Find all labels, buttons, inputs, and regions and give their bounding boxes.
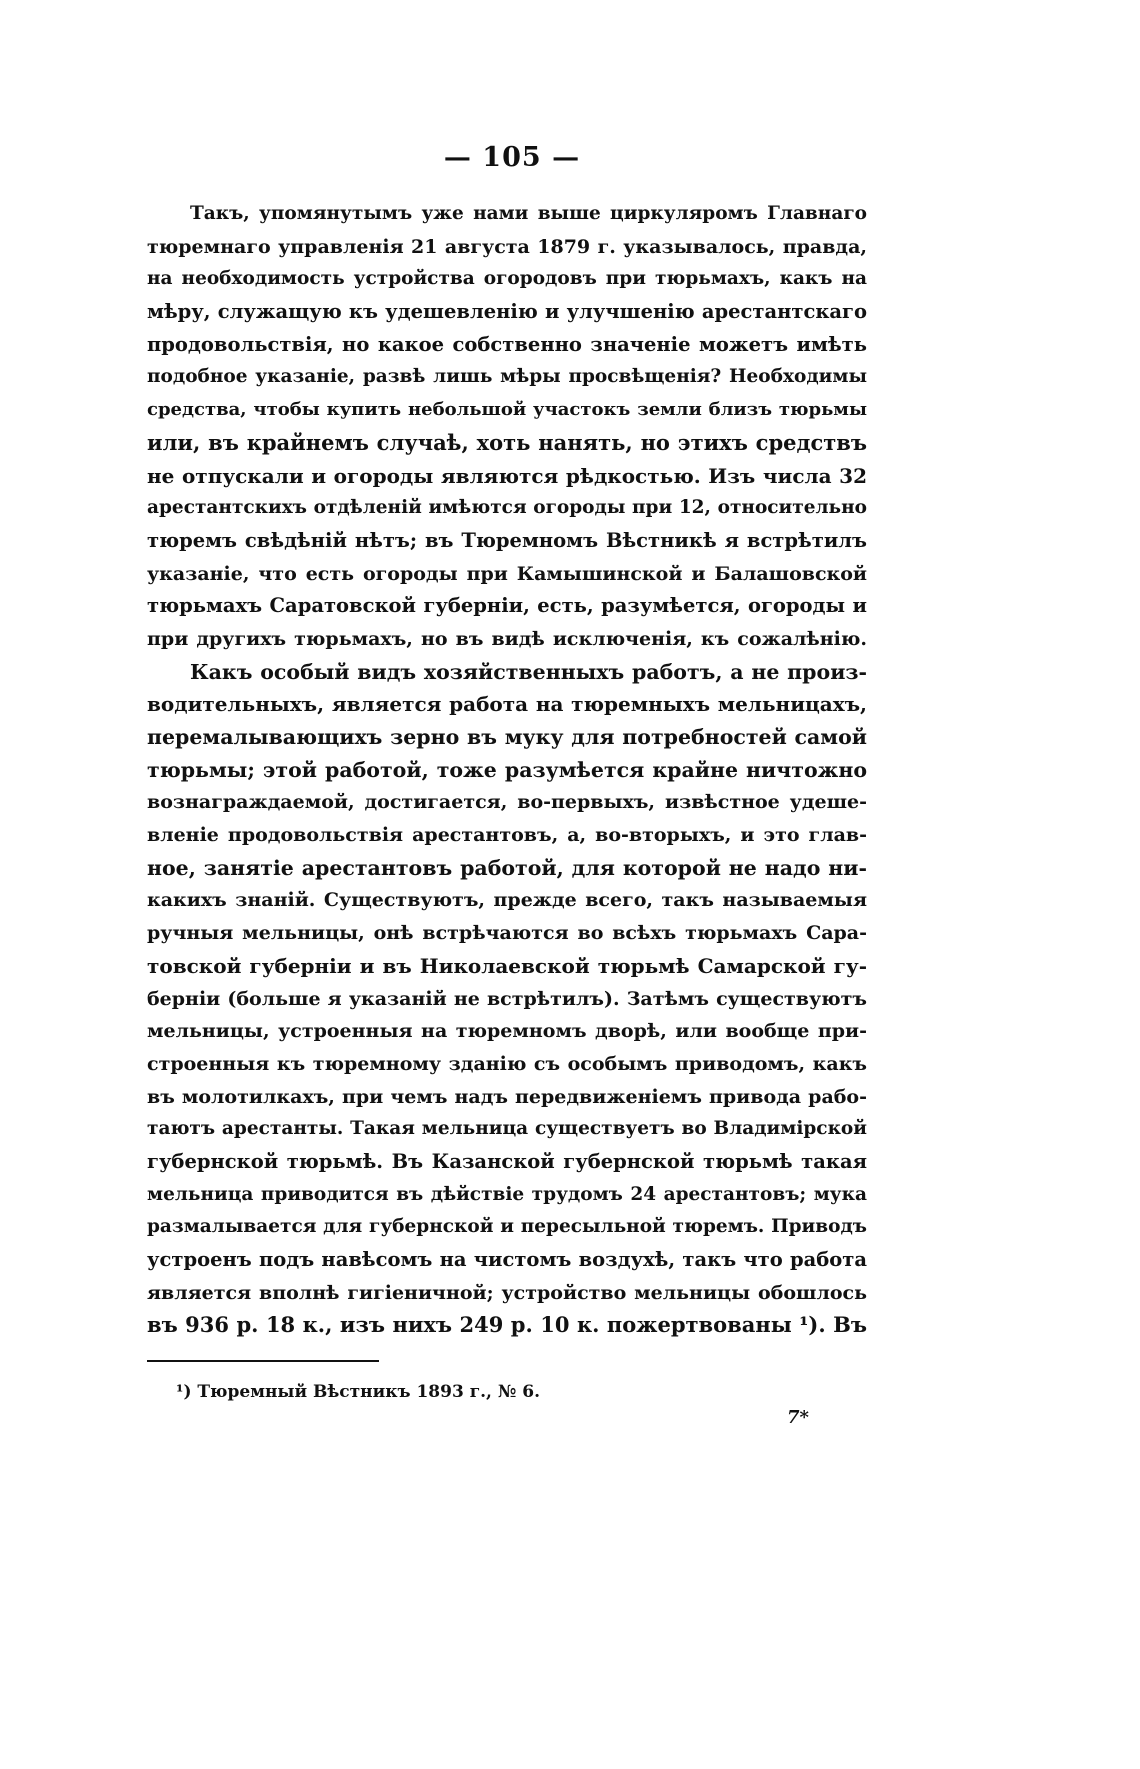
text-line: является вполнѣ гигіеничной; устройство мельницы обошлось (147, 1281, 867, 1304)
text-line: тюремнаго управленія 21 августа 1879 г. указывалось, правда, (147, 235, 867, 258)
text-line: размалывается для губернской и пересыльной тюремъ. Приводъ (147, 1216, 867, 1238)
text-line: губернской тюрьмѣ. Въ Казанской губернской тюрьмѣ такая (147, 1149, 867, 1173)
text-line: не отпускали и огороды являются рѣдкостью. Изъ числа 32 (147, 463, 867, 488)
text-line: мѣру, служащую къ удешевленію и улучшенію арестантскаго (147, 300, 867, 324)
text-line: товской губерніи и въ Николаевской тюрьмѣ Самарской гу- (147, 953, 867, 978)
text-line: какихъ знаній. Существуютъ, прежде всего, такъ называемыя (147, 889, 867, 912)
text-line: продовольствія, но какое собственно значеніе можетъ имѣть (147, 332, 867, 356)
page-number: — 105 — (443, 142, 581, 173)
text-line: на необходимость устройства огородовъ при тюрьмахъ, какъ на (147, 268, 867, 290)
text-line: тюремъ свѣдѣній нѣтъ; въ Тюремномъ Вѣстникѣ я встрѣтилъ (147, 528, 867, 552)
text-line: водительныхъ, является работа на тюремныхъ мельницахъ, (147, 692, 867, 717)
footnote-divider (147, 1360, 379, 1362)
text-line: или, въ крайнемъ случаѣ, хоть нанять, но этихъ средствъ (147, 429, 867, 455)
text-line: мельницы, устроенныя на тюремномъ дворѣ, или вообще при- (147, 1020, 867, 1043)
text-line: Какъ особый видъ хозяйственныхъ работъ, а не произ- (190, 659, 867, 684)
text-line: при другихъ тюрьмахъ, но въ видѣ исключенія, къ сожалѣнію. (147, 627, 867, 650)
text-line: тюрьмахъ Саратовской губерніи, есть, разумѣется, огороды и (147, 594, 867, 618)
text-line: мельница приводится въ дѣйствіе трудомъ 24 арестантовъ; мука (147, 1183, 867, 1205)
text-line: таютъ арестанты. Такая мельница существуетъ во Владимірской (147, 1118, 867, 1140)
text-line: ручныя мельницы, онѣ встрѣчаются во всѣхъ тюрьмахъ Сара- (147, 922, 867, 945)
footnote: ¹) Тюремный Вѣстникъ 1893 г., № 6. (176, 1382, 541, 1402)
text-line: берніи (больше я указаній не встрѣтилъ). Затѣмъ существуютъ (147, 987, 867, 1010)
text-line: вленіе продовольствія арестантовъ, а, во-вторыхъ, и это глав- (147, 824, 867, 847)
text-line: арестантскихъ отдѣленій имѣются огороды при 12, относительно (147, 497, 867, 519)
text-line: Такъ, упомянутымъ уже нами выше циркуляромъ Главнаго (190, 203, 867, 224)
text-line: устроенъ подъ навѣсомъ на чистомъ воздухѣ, такъ что работа (147, 1248, 867, 1271)
text-line: подобное указаніе, развѣ лишь мѣры просвѣщенія? Необходимы (147, 366, 867, 388)
text-line: вознаграждаемой, достигается, во-первыхъ, извѣстное удеше- (147, 791, 867, 814)
text-line: средства, чтобы купить небольшой участокъ земли близъ тюрьмы (147, 399, 867, 421)
text-line: въ 936 р. 18 к., изъ нихъ 249 р. 10 к. пожертвованы ¹). Въ (147, 1312, 867, 1338)
text-line: тюрьмы; этой работой, тоже разумѣется крайне ничтожно (147, 757, 867, 782)
text-line: указаніе, что есть огороды при Камышинской и Балашовской (147, 562, 867, 585)
text-line: строенныя къ тюремному зданію съ особымъ приводомъ, какъ (147, 1052, 867, 1075)
text-line: въ молотилкахъ, при чемъ надъ передвиженіемъ привода рабо- (147, 1085, 867, 1108)
text-line: ное, занятіе арестантовъ работой, для которой не надо ни- (147, 855, 867, 880)
body-text (147, 198, 867, 1342)
signature-mark: 7* (787, 1407, 809, 1428)
text-line: перемалывающихъ зерно въ муку для потребностей самой (147, 725, 867, 749)
